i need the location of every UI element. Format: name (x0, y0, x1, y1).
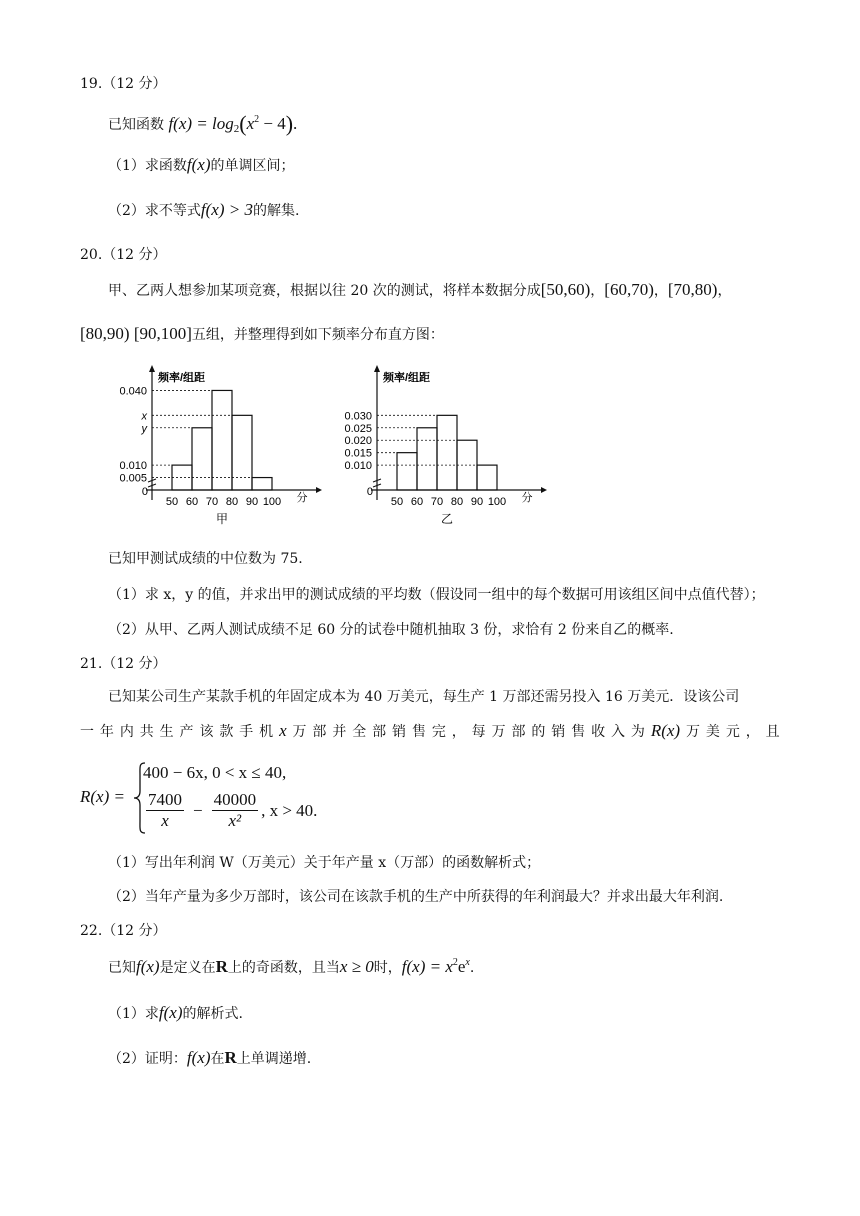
x-tick-label: 80 (225, 496, 239, 508)
histogram-yi (335, 362, 550, 537)
x-tick-label: 60 (410, 496, 424, 508)
q22-given: 已知f(x)是定义在R上的奇函数，且当x ≥ 0时，$f(x) = x^2e^x$. (108, 957, 475, 976)
q21-line2-char: 元 (725, 724, 740, 740)
x-axis-label: 分 (296, 492, 308, 504)
q21-line2-char: 销 (551, 724, 566, 740)
q21-line2-char: 年 (99, 724, 114, 740)
x-axis-label: 分 (521, 492, 533, 504)
q21-line2-char: 收 (591, 724, 606, 740)
q21-header: 21.（12 分） (80, 656, 167, 672)
q21-line2-char: 部 (511, 724, 526, 740)
q21-line2-char: ， (451, 724, 466, 740)
q22-part1: （1）求f(x)的解析式. (108, 1003, 243, 1022)
x-tick-label: 50 (165, 496, 179, 508)
q21-line2-char: 款 (219, 724, 234, 740)
histogram-bar (252, 478, 272, 490)
q21-line2-char: 全 (352, 724, 367, 740)
q21-part1: （1）写出年利润 W（万美元）关于年产量 x（万部）的函数解析式； (108, 855, 541, 871)
origin-label: 0 (141, 486, 148, 498)
q21-line1: 已知某公司生产某款手机的年固定成本为 40 万美元，每生产 1 万部还需另投入 16 万美元．设该公司 (108, 689, 740, 705)
x-axis-arrow (541, 487, 547, 493)
q21-line2-char: 并 (332, 724, 347, 740)
q21-line2-char: 内 (119, 724, 134, 740)
q21-line2-char: 售 (571, 724, 586, 740)
q21-line2-char: 产 (179, 724, 194, 740)
y-tick-label: 0.030 (344, 410, 372, 423)
x-tick-label: 100 (262, 496, 282, 508)
histogram-bar (192, 428, 212, 490)
q19-part1-fx: f(x) (186, 155, 211, 174)
q21-line2-char: 每 (471, 724, 486, 740)
q21-line2-char: x (279, 721, 287, 740)
q21-line2-char: 该 (199, 724, 214, 740)
histogram-bar (397, 453, 417, 490)
q19-given-prefix: 已知函数 (108, 117, 164, 133)
q20-part2: （2）从甲、乙两人测试成绩不足 60 分的试卷中随机抽取 3 份，求恰有 2 份来自乙的概率. (108, 622, 674, 638)
y-tick-label: 0.025 (344, 422, 372, 435)
histogram-bar (232, 415, 252, 490)
x-tick-label: 100 (487, 496, 507, 508)
q21-line2-char: 一 (80, 724, 94, 740)
y-tick-label: 0.020 (344, 435, 372, 448)
q21-line2-char: 为 (630, 724, 645, 740)
q22-part2: （2）证明：f(x)在R上单调递增. (108, 1048, 312, 1067)
x-tick-label: 90 (470, 496, 484, 508)
y-tick-label: 0.005 (119, 472, 147, 485)
q22-header: 22.（12 分） (80, 923, 167, 939)
q19-part2-inequality: f(x) > 3 (200, 200, 253, 219)
y-tick-label: y (141, 422, 147, 435)
q19-part2: （2）求不等式f(x) > 3的解集. (108, 200, 300, 219)
q21-line2-char: 万 (686, 724, 700, 740)
q21-line2-char: 的 (531, 724, 546, 740)
chart-title: 乙 (440, 512, 454, 526)
q20-intro-line1: 甲、乙两人想参加某项竞赛，根据以往 20 次的测试，将样本数据分成[50,60)，[60,70)，[70,80)， (108, 280, 732, 299)
q21-line2-char: 万 (491, 724, 506, 740)
origin-label: 0 (366, 486, 373, 498)
y-axis-arrow (374, 365, 380, 372)
histogram-bar (417, 428, 437, 490)
y-tick-label: 0.040 (119, 385, 147, 398)
x-tick-label: 80 (450, 496, 464, 508)
q19-given-formula: $f(x) = \log_2(x^2 - 4)$. (168, 111, 298, 136)
q20-part1: （1）求 x，y 的值，并求出甲的测试成绩的平均数（假设同一组中的每个数据可用该组区间中点值代替）； (108, 587, 765, 603)
q21-line2-char: 万 (292, 724, 307, 740)
q21-piece2: $\frac{7400}{x}$ − $\frac{40000}{\text{x²}}$ , x > 40. (148, 790, 318, 830)
q21-line2-char: 手 (239, 724, 254, 740)
y-tick-label: 0.015 (344, 447, 372, 460)
y-tick-label: x (141, 410, 147, 423)
q21-line2-char: 入 (611, 724, 626, 740)
histogram-bar (212, 390, 232, 490)
q21-line2-char: R(x) (650, 721, 681, 740)
q20-intro-line2: [80,90) [90,100]五组，并整理得到如下频率分布直方图： (80, 324, 444, 343)
q21-line2-char: ， (745, 724, 760, 740)
y-axis-arrow (149, 365, 155, 372)
q21-part2: （2）当年产量为多少万部时，该公司在该款手机的生产中所获得的年利润最大？并求出最大年利润. (108, 889, 724, 905)
y-axis-label: 频率/组距 (158, 372, 206, 384)
x-tick-label: 90 (245, 496, 259, 508)
q21-line2 (80, 721, 780, 741)
q21-line2-char: 部 (372, 724, 387, 740)
q21-line2-char: 完 (431, 724, 446, 740)
q19-given (108, 111, 297, 137)
histogram-bar (437, 415, 457, 490)
x-tick-label: 70 (205, 496, 219, 508)
q21-line2-char: 美 (705, 724, 720, 740)
x-axis-arrow (316, 487, 322, 493)
histogram-jia (110, 362, 325, 537)
y-axis-label: 频率/组距 (383, 372, 431, 384)
q21-line2-char: 部 (312, 724, 327, 740)
x-tick-label: 70 (430, 496, 444, 508)
q20-header: 20.（12 分） (80, 247, 167, 263)
q19-header: 19.（12 分） (80, 76, 167, 92)
q21-line2-char: 共 (139, 724, 154, 740)
q20-statement: 已知甲测试成绩的中位数为 75. (108, 551, 303, 567)
q21-line2-char: 生 (159, 724, 174, 740)
q21-line2-char: 销 (392, 724, 407, 740)
y-tick-label: 0.010 (119, 460, 147, 473)
x-tick-label: 50 (390, 496, 404, 508)
chart-title: 甲 (215, 512, 229, 526)
q21-line2-char: 机 (259, 724, 274, 740)
x-tick-label: 60 (185, 496, 199, 508)
q21-piece1: 400 − 6x, 0 < x ≤ 40, (143, 763, 287, 782)
q21-piecewise-lhs: R(x) = (80, 787, 125, 806)
q19-part1: （1）求函数f(x)的单调区间； (108, 155, 295, 174)
q21-line2-char: 售 (411, 724, 426, 740)
q21-line2-char: 且 (765, 724, 780, 740)
y-tick-label: 0.010 (344, 460, 372, 473)
histogram-bar (477, 465, 497, 490)
